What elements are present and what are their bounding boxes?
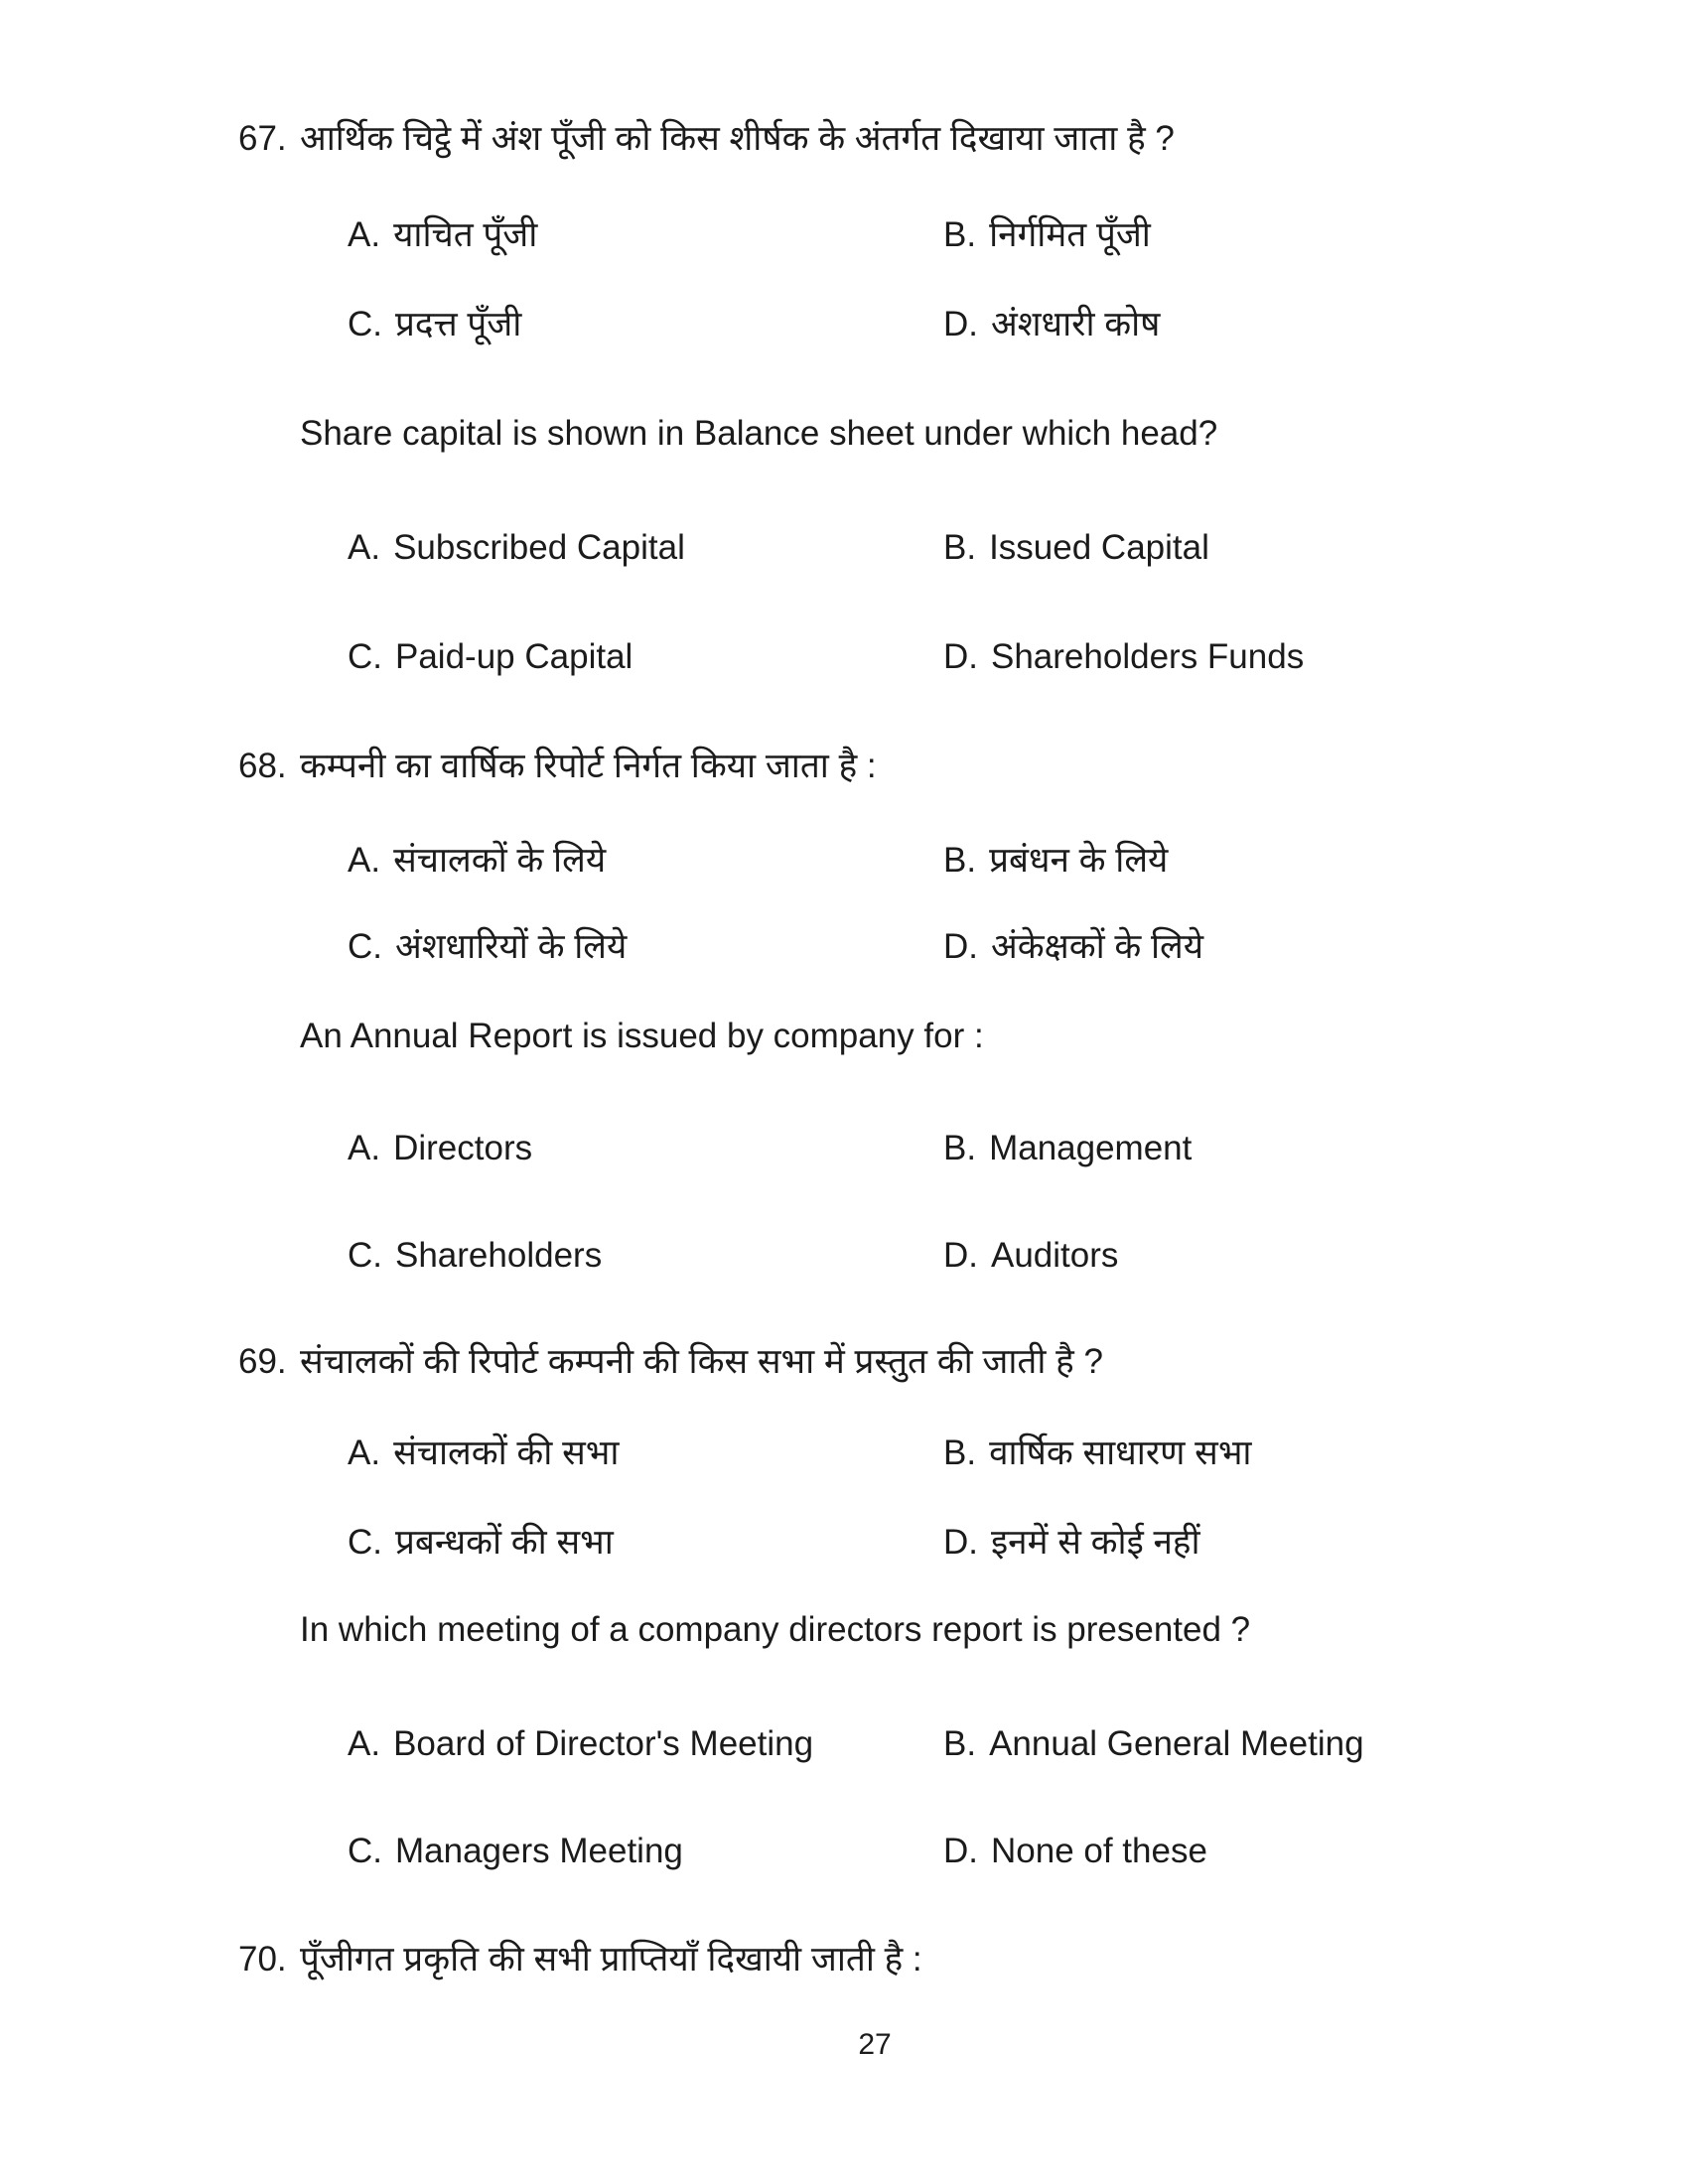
option-label: B. xyxy=(943,1433,977,1472)
option-68-hindi-c xyxy=(348,925,943,969)
option-text: प्रबंधन के लिये xyxy=(989,841,1169,880)
question-67-english-options-row-2 xyxy=(348,635,1688,679)
option-label: C. xyxy=(348,1832,382,1870)
question-68-english-options-row-1 xyxy=(348,1127,1688,1170)
option-label: C. xyxy=(348,637,382,676)
option-text: Shareholders xyxy=(395,1236,603,1275)
option-text: Annual General Meeting xyxy=(989,1724,1364,1763)
question-69-hindi-line xyxy=(238,1340,1688,1384)
option-text: Shareholders Funds xyxy=(991,637,1305,676)
option-label: D. xyxy=(943,1832,978,1870)
option-label: D. xyxy=(943,305,978,343)
option-68-hindi-a xyxy=(348,839,943,883)
question-70-hindi-text: पूँजीगत प्रकृति की सभी प्राप्तियाँ दिखायी जाती है : xyxy=(300,1940,922,1979)
option-text: अंकेक्षकों के लिये xyxy=(991,927,1204,966)
option-text: Managers Meeting xyxy=(395,1832,683,1870)
question-69-hindi-options-row-1 xyxy=(348,1432,1688,1475)
option-text: वार्षिक साधारण सभा xyxy=(989,1433,1252,1472)
option-text: Issued Capital xyxy=(989,528,1209,567)
option-label: B. xyxy=(943,528,977,567)
option-68-hindi-b xyxy=(943,839,1589,883)
option-68-english-c xyxy=(348,1234,943,1278)
option-68-english-a xyxy=(348,1127,943,1170)
option-69-english-c xyxy=(348,1830,943,1873)
question-67-hindi-text: आर्थिक चिट्ठे में अंश पूँजी को किस शीर्षक के अंतर्गत दिखाया जाता है ? xyxy=(300,119,1175,158)
question-68-english-options-row-2 xyxy=(348,1234,1688,1278)
question-68-english-text: An Annual Report is issued by company for : xyxy=(300,1017,984,1055)
option-label: D. xyxy=(943,1523,978,1562)
question-70-number: 70. xyxy=(238,1940,287,1979)
question-68-hindi-text: कम्पनी का वार्षिक रिपोर्ट निर्गत किया जाता है : xyxy=(300,747,877,785)
question-68-number: 68. xyxy=(238,747,287,785)
option-text: None of these xyxy=(991,1832,1207,1870)
option-text: संचालकों की सभा xyxy=(393,1433,620,1472)
option-67-english-b xyxy=(943,526,1589,570)
option-text: Auditors xyxy=(991,1236,1119,1275)
question-69-number: 69. xyxy=(238,1342,287,1381)
question-67-english-text: Share capital is shown in Balance sheet under which head? xyxy=(300,414,1218,453)
option-69-english-d xyxy=(943,1830,1589,1873)
option-label: D. xyxy=(943,637,978,676)
option-67-english-c xyxy=(348,635,943,679)
option-69-hindi-d xyxy=(943,1521,1589,1565)
option-label: C. xyxy=(348,1523,382,1562)
option-67-hindi-c xyxy=(348,303,943,346)
question-67-number: 67. xyxy=(238,119,287,158)
question-69-english-options-row-2 xyxy=(348,1830,1688,1873)
option-69-hindi-b xyxy=(943,1432,1589,1475)
option-text: Subscribed Capital xyxy=(393,528,685,567)
option-label: A. xyxy=(348,215,381,254)
option-text: अंशधारियों के लिये xyxy=(395,927,628,966)
question-69-english-text: In which meeting of a company directors report is presented ? xyxy=(300,1610,1251,1649)
option-label: B. xyxy=(943,841,977,880)
option-68-english-d xyxy=(943,1234,1589,1278)
question-67-hindi-line xyxy=(238,117,1688,161)
option-67-hindi-d xyxy=(943,303,1589,346)
option-label: C. xyxy=(348,1236,382,1275)
option-69-hindi-c xyxy=(348,1521,943,1565)
option-67-english-d xyxy=(943,635,1589,679)
option-69-hindi-a xyxy=(348,1432,943,1475)
option-text: प्रदत्त पूँजी xyxy=(395,305,522,343)
option-label: A. xyxy=(348,1724,381,1763)
option-text: निर्गमित पूँजी xyxy=(989,215,1151,254)
option-label: D. xyxy=(943,927,978,966)
option-text: Directors xyxy=(393,1129,533,1167)
option-label: C. xyxy=(348,305,382,343)
question-69-hindi-options-row-2 xyxy=(348,1521,1688,1565)
option-text: Paid-up Capital xyxy=(395,637,633,676)
question-69-hindi-text: संचालकों की रिपोर्ट कम्पनी की किस सभा में प्रस्तुत की जाती है ? xyxy=(300,1342,1103,1381)
option-text: Management xyxy=(989,1129,1193,1167)
option-label: A. xyxy=(348,528,381,567)
option-68-english-b xyxy=(943,1127,1589,1170)
option-label: B. xyxy=(943,1724,977,1763)
option-67-english-a xyxy=(348,526,943,570)
question-68-hindi-options-row-2 xyxy=(348,925,1688,969)
option-text: अंशधारी कोष xyxy=(991,305,1161,343)
option-label: B. xyxy=(943,215,977,254)
option-label: D. xyxy=(943,1236,978,1275)
option-label: C. xyxy=(348,927,382,966)
option-69-english-a xyxy=(348,1722,943,1766)
option-text: प्रबन्धकों की सभा xyxy=(395,1523,614,1562)
option-69-english-b xyxy=(943,1722,1589,1766)
question-69-english-options-row-1 xyxy=(348,1722,1688,1766)
question-68-hindi-line xyxy=(238,745,1688,788)
page-number: 27 xyxy=(858,2028,892,2061)
question-67-hindi-options-row-2 xyxy=(348,303,1688,346)
question-70-hindi-line xyxy=(238,1938,1688,1981)
option-68-hindi-d xyxy=(943,925,1589,969)
option-text: संचालकों के लिये xyxy=(393,841,607,880)
question-68-hindi-options-row-1 xyxy=(348,839,1688,883)
option-text: याचित पूँजी xyxy=(393,215,538,254)
question-67-english-options-row-1 xyxy=(348,526,1688,570)
option-text: इनमें से कोई नहीं xyxy=(991,1523,1200,1562)
option-67-hindi-b xyxy=(943,213,1589,257)
option-67-hindi-a xyxy=(348,213,943,257)
option-text: Board of Director's Meeting xyxy=(393,1724,814,1763)
option-label: A. xyxy=(348,841,381,880)
option-label: B. xyxy=(943,1129,977,1167)
option-label: A. xyxy=(348,1129,381,1167)
option-label: A. xyxy=(348,1433,381,1472)
question-67-hindi-options-row-1 xyxy=(348,213,1688,257)
